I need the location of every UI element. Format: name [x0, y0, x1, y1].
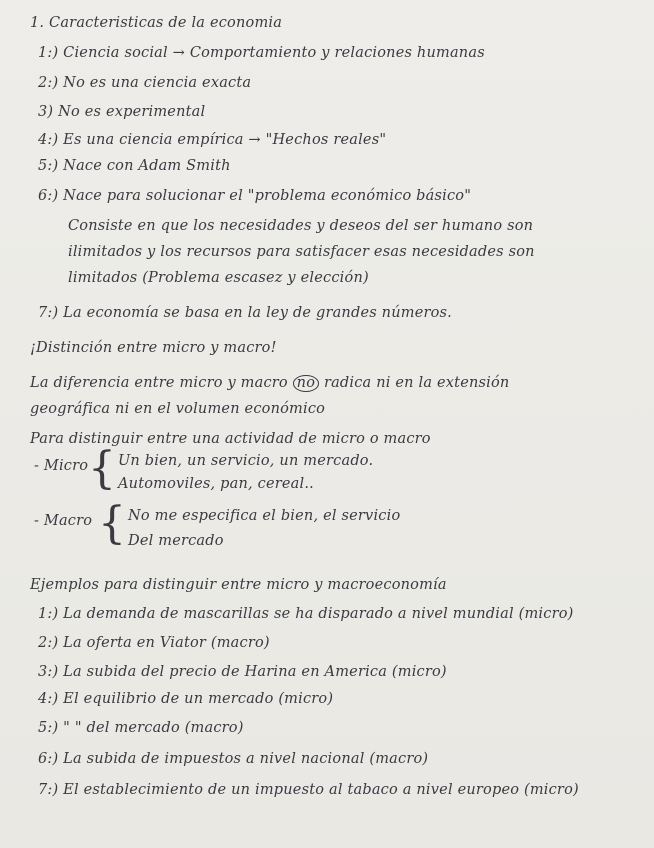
brace-micro: {	[88, 443, 116, 494]
note-line: 7:) La economía se basa en la ley de grandes números.	[38, 305, 452, 321]
note-line: geográfica ni en el volumen económico	[30, 401, 326, 417]
brace-macro: {	[98, 498, 126, 549]
note-line: 2:) No es una ciencia exacta	[38, 75, 252, 91]
note-line: 3) No es experimental	[38, 104, 206, 120]
heading-ejemplos: Ejemplos para distinguir entre micro y macroeconomía	[30, 577, 447, 593]
heading-distincion: ¡Distinción entre micro y macro!	[30, 340, 277, 356]
note-line: Un bien, un servicio, un mercado.	[118, 453, 374, 469]
note-line: 5:) Nace con Adam Smith	[38, 158, 231, 174]
label-micro: - Micro	[34, 458, 89, 474]
note-line: 7:) El establecimiento de un impuesto al tabaco a nivel europeo (micro)	[38, 782, 579, 798]
note-line: 4:) Es una ciencia empírica → "Hechos reales"	[38, 132, 387, 148]
note-line: No me especifica el bien, el servicio	[128, 508, 401, 524]
note-line: 4:) El equilibrio de un mercado (micro)	[38, 691, 334, 707]
note-line: 1:) La demanda de mascarillas se ha disparado a nivel mundial (micro)	[38, 606, 574, 622]
note-line: 5:) " " del mercado (macro)	[38, 720, 244, 736]
note-line: Para distinguir entre una actividad de micro o macro	[30, 431, 431, 447]
note-text: La diferencia entre micro y macro	[30, 375, 288, 391]
note-line: Consiste en que los necesidades y deseos del ser humano son	[68, 218, 534, 234]
note-line: Automoviles, pan, cereal..	[118, 476, 314, 492]
note-line: 6:) Nace para solucionar el "problema económico básico"	[38, 188, 472, 204]
note-line: limitados (Problema escasez y elección)	[68, 270, 369, 286]
note-line: ilimitados y los recursos para satisfacer esas necesidades son	[68, 244, 535, 260]
heading-caracteristicas: 1. Caracteristicas de la economia	[30, 15, 283, 31]
circled-word: no	[293, 375, 319, 392]
note-line: 1:) Ciencia social → Comportamiento y relaciones humanas	[38, 45, 485, 61]
note-line: 3:) La subida del precio de Harina en America (micro)	[38, 664, 447, 680]
note-text: radica ni en la extensión	[323, 375, 510, 391]
note-line: 6:) La subida de impuestos a nivel nacional (macro)	[38, 751, 429, 767]
note-line: 2:) La oferta en Viator (macro)	[38, 635, 270, 651]
label-macro: - Macro	[34, 513, 93, 529]
note-line: Del mercado	[128, 533, 224, 549]
note-line	[30, 374, 509, 392]
